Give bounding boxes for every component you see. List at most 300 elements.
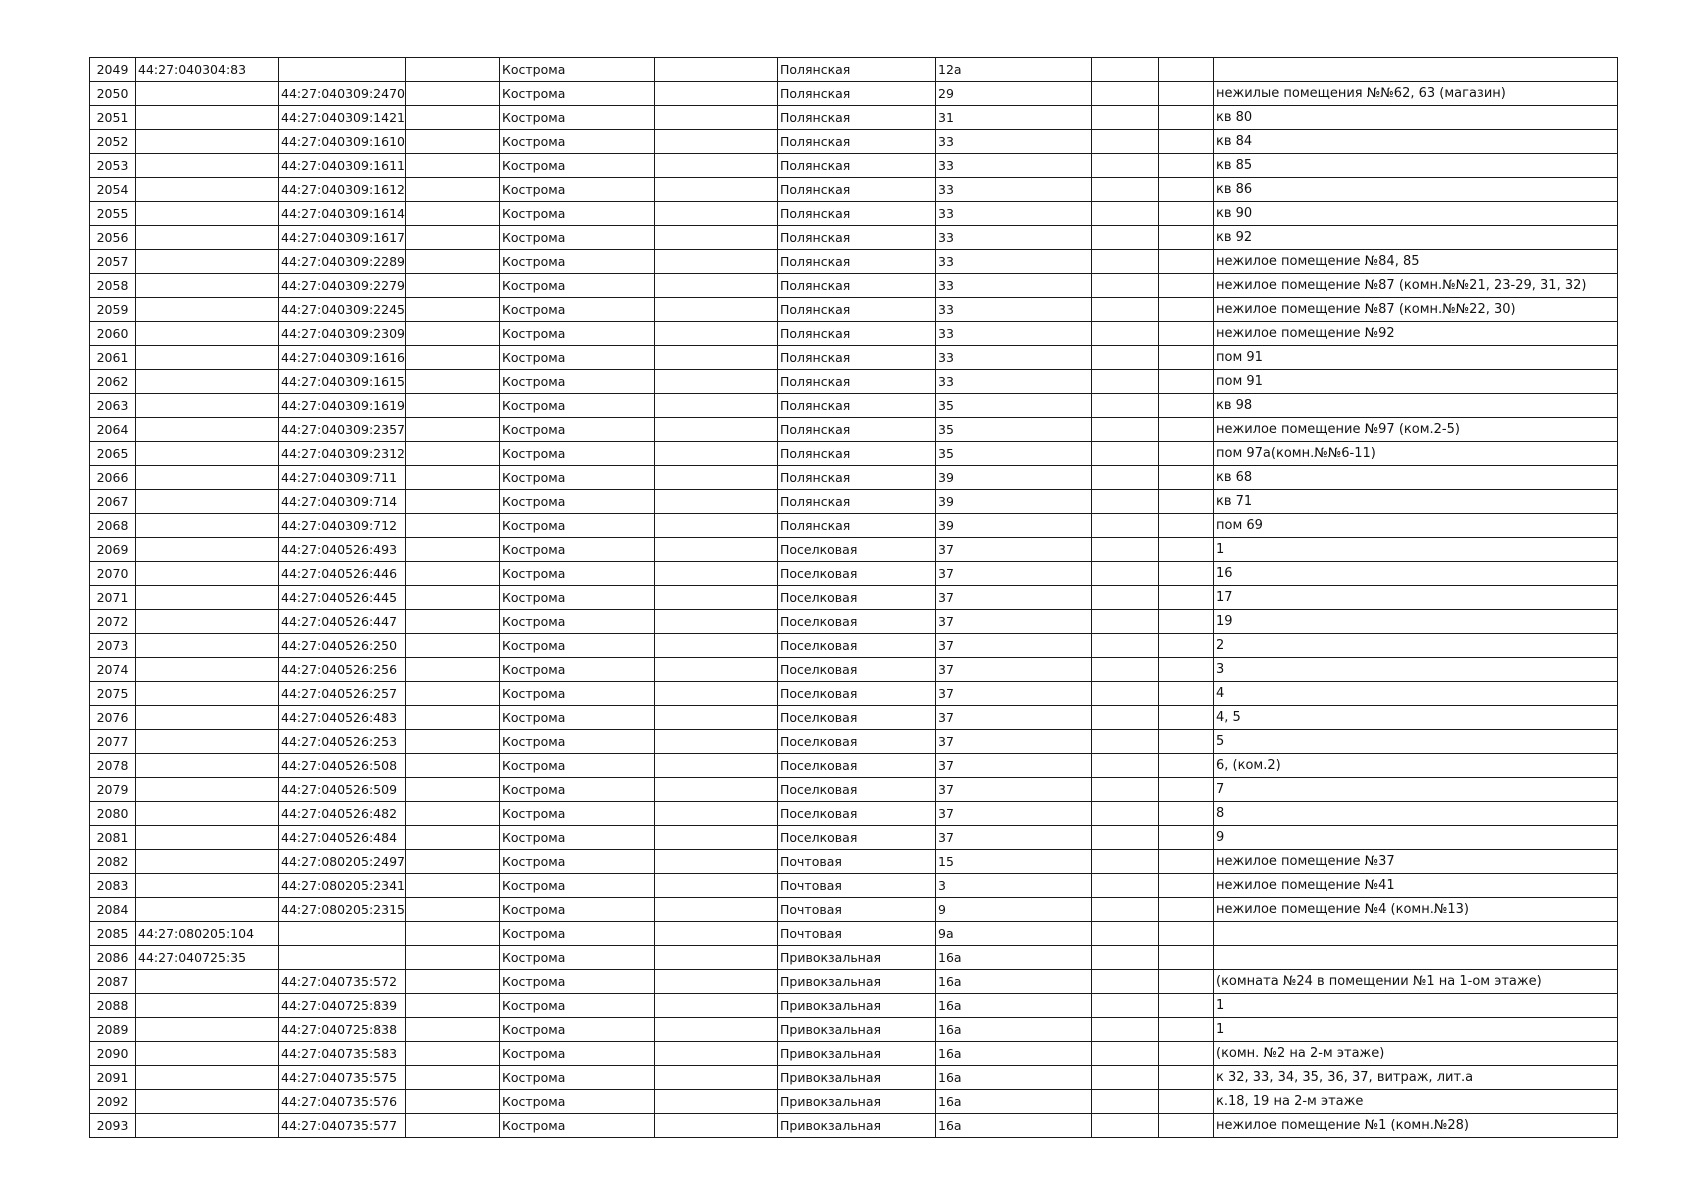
empty-cell bbox=[1092, 490, 1159, 514]
row-number-cell: 2068 bbox=[90, 514, 136, 538]
city-cell: Кострома bbox=[500, 1114, 655, 1138]
city-cell: Кострома bbox=[500, 1066, 655, 1090]
house-cell: 37 bbox=[936, 586, 1092, 610]
empty-cell bbox=[406, 154, 500, 178]
city-cell: Кострома bbox=[500, 250, 655, 274]
city-cell: Кострома bbox=[500, 586, 655, 610]
parcel-number-cell bbox=[136, 1018, 279, 1042]
street-cell: Почтовая bbox=[778, 874, 936, 898]
table-row bbox=[90, 1042, 1618, 1066]
empty-cell bbox=[406, 946, 500, 970]
table-row bbox=[90, 922, 1618, 946]
house-cell: 39 bbox=[936, 514, 1092, 538]
city-cell: Кострома bbox=[500, 466, 655, 490]
house-cell: 16а bbox=[936, 1090, 1092, 1114]
row-number-cell: 2078 bbox=[90, 754, 136, 778]
house-cell: 16а bbox=[936, 970, 1092, 994]
parcel-number-cell bbox=[136, 634, 279, 658]
row-number-cell: 2064 bbox=[90, 418, 136, 442]
note-cell: 8 bbox=[1214, 802, 1618, 826]
premises-number-cell: 44:27:040309:712 bbox=[279, 514, 406, 538]
empty-cell bbox=[655, 442, 778, 466]
premises-number-cell: 44:27:040309:1612 bbox=[279, 178, 406, 202]
row-number-cell: 2053 bbox=[90, 154, 136, 178]
city-cell: Кострома bbox=[500, 898, 655, 922]
row-number-cell: 2085 bbox=[90, 922, 136, 946]
empty-cell bbox=[655, 1114, 778, 1138]
empty-cell bbox=[1159, 466, 1214, 490]
city-cell: Кострома bbox=[500, 874, 655, 898]
row-number-cell: 2086 bbox=[90, 946, 136, 970]
premises-number-cell: 44:27:040309:2312 bbox=[279, 442, 406, 466]
empty-cell bbox=[1159, 898, 1214, 922]
note-cell: нежилое помещение №97 (ком.2-5) bbox=[1214, 418, 1618, 442]
parcel-number-cell: 44:27:040304:83 bbox=[136, 58, 279, 82]
note-cell: 1 bbox=[1214, 1018, 1618, 1042]
empty-cell bbox=[655, 970, 778, 994]
row-number-cell: 2054 bbox=[90, 178, 136, 202]
table-row bbox=[90, 874, 1618, 898]
empty-cell bbox=[1092, 82, 1159, 106]
house-cell: 33 bbox=[936, 298, 1092, 322]
premises-number-cell: 44:27:040735:583 bbox=[279, 1042, 406, 1066]
premises-number-cell: 44:27:040735:575 bbox=[279, 1066, 406, 1090]
empty-cell bbox=[1092, 922, 1159, 946]
empty-cell bbox=[406, 130, 500, 154]
table-row bbox=[90, 970, 1618, 994]
parcel-number-cell bbox=[136, 178, 279, 202]
note-cell: 1 bbox=[1214, 994, 1618, 1018]
table-row bbox=[90, 490, 1618, 514]
note-cell: кв 92 bbox=[1214, 226, 1618, 250]
empty-cell bbox=[655, 82, 778, 106]
house-cell: 37 bbox=[936, 778, 1092, 802]
parcel-number-cell bbox=[136, 514, 279, 538]
note-cell: (комната №24 в помещении №1 на 1-ом этаже) bbox=[1214, 970, 1618, 994]
table-row bbox=[90, 1090, 1618, 1114]
empty-cell bbox=[1092, 178, 1159, 202]
premises-number-cell: 44:27:040735:577 bbox=[279, 1114, 406, 1138]
row-number-cell: 2062 bbox=[90, 370, 136, 394]
empty-cell bbox=[1159, 58, 1214, 82]
note-cell: нежилое помещение №37 bbox=[1214, 850, 1618, 874]
city-cell: Кострома bbox=[500, 850, 655, 874]
city-cell: Кострома bbox=[500, 658, 655, 682]
empty-cell bbox=[1092, 466, 1159, 490]
empty-cell bbox=[1092, 658, 1159, 682]
street-cell: Полянская bbox=[778, 250, 936, 274]
table-row bbox=[90, 610, 1618, 634]
empty-cell bbox=[1159, 706, 1214, 730]
street-cell: Поселковая bbox=[778, 778, 936, 802]
premises-number-cell: 44:27:040309:1614 bbox=[279, 202, 406, 226]
empty-cell bbox=[655, 226, 778, 250]
parcel-number-cell bbox=[136, 658, 279, 682]
row-number-cell: 2049 bbox=[90, 58, 136, 82]
empty-cell bbox=[1092, 226, 1159, 250]
registry-table bbox=[89, 57, 1618, 1138]
parcel-number-cell bbox=[136, 682, 279, 706]
row-number-cell: 2069 bbox=[90, 538, 136, 562]
note-cell: кв 71 bbox=[1214, 490, 1618, 514]
city-cell: Кострома bbox=[500, 154, 655, 178]
empty-cell bbox=[1092, 250, 1159, 274]
empty-cell bbox=[406, 274, 500, 298]
city-cell: Кострома bbox=[500, 394, 655, 418]
parcel-number-cell bbox=[136, 1114, 279, 1138]
empty-cell bbox=[1159, 490, 1214, 514]
empty-cell bbox=[406, 418, 500, 442]
house-cell: 35 bbox=[936, 418, 1092, 442]
empty-cell bbox=[655, 370, 778, 394]
street-cell: Полянская bbox=[778, 298, 936, 322]
empty-cell bbox=[1092, 778, 1159, 802]
empty-cell bbox=[1159, 634, 1214, 658]
house-cell: 16а bbox=[936, 946, 1092, 970]
row-number-cell: 2067 bbox=[90, 490, 136, 514]
empty-cell bbox=[655, 922, 778, 946]
empty-cell bbox=[655, 538, 778, 562]
empty-cell bbox=[406, 586, 500, 610]
note-cell: 4, 5 bbox=[1214, 706, 1618, 730]
table-body bbox=[90, 58, 1618, 1138]
empty-cell bbox=[1092, 418, 1159, 442]
house-cell: 37 bbox=[936, 754, 1092, 778]
empty-cell bbox=[1159, 1090, 1214, 1114]
parcel-number-cell bbox=[136, 490, 279, 514]
premises-number-cell: 44:27:040725:838 bbox=[279, 1018, 406, 1042]
row-number-cell: 2084 bbox=[90, 898, 136, 922]
empty-cell bbox=[1092, 538, 1159, 562]
row-number-cell: 2058 bbox=[90, 274, 136, 298]
empty-cell bbox=[1159, 922, 1214, 946]
premises-number-cell bbox=[279, 58, 406, 82]
parcel-number-cell bbox=[136, 394, 279, 418]
empty-cell bbox=[406, 1042, 500, 1066]
row-number-cell: 2051 bbox=[90, 106, 136, 130]
parcel-number-cell bbox=[136, 826, 279, 850]
house-cell: 33 bbox=[936, 322, 1092, 346]
note-cell bbox=[1214, 58, 1618, 82]
house-cell: 16а bbox=[936, 1114, 1092, 1138]
table-row bbox=[90, 418, 1618, 442]
city-cell: Кострома bbox=[500, 754, 655, 778]
table-row bbox=[90, 898, 1618, 922]
table-row bbox=[90, 394, 1618, 418]
row-number-cell: 2093 bbox=[90, 1114, 136, 1138]
parcel-number-cell bbox=[136, 754, 279, 778]
premises-number-cell: 44:27:040526:482 bbox=[279, 802, 406, 826]
note-cell: 16 bbox=[1214, 562, 1618, 586]
empty-cell bbox=[406, 490, 500, 514]
empty-cell bbox=[406, 658, 500, 682]
row-number-cell: 2088 bbox=[90, 994, 136, 1018]
city-cell: Кострома bbox=[500, 634, 655, 658]
empty-cell bbox=[1092, 946, 1159, 970]
note-cell: нежилое помещение №92 bbox=[1214, 322, 1618, 346]
premises-number-cell bbox=[279, 922, 406, 946]
premises-number-cell: 44:27:040526:253 bbox=[279, 730, 406, 754]
premises-number-cell: 44:27:040309:2279 bbox=[279, 274, 406, 298]
table-row bbox=[90, 82, 1618, 106]
empty-cell bbox=[1159, 274, 1214, 298]
street-cell: Полянская bbox=[778, 130, 936, 154]
street-cell: Привокзальная bbox=[778, 1114, 936, 1138]
premises-number-cell: 44:27:040309:2309 bbox=[279, 322, 406, 346]
city-cell: Кострома bbox=[500, 562, 655, 586]
empty-cell bbox=[1159, 730, 1214, 754]
premises-number-cell: 44:27:040526:508 bbox=[279, 754, 406, 778]
empty-cell bbox=[1159, 970, 1214, 994]
empty-cell bbox=[1092, 682, 1159, 706]
empty-cell bbox=[406, 466, 500, 490]
empty-cell bbox=[1092, 874, 1159, 898]
empty-cell bbox=[1159, 178, 1214, 202]
premises-number-cell: 44:27:080205:2497 bbox=[279, 850, 406, 874]
row-number-cell: 2080 bbox=[90, 802, 136, 826]
house-cell: 29 bbox=[936, 82, 1092, 106]
street-cell: Полянская bbox=[778, 322, 936, 346]
row-number-cell: 2061 bbox=[90, 346, 136, 370]
parcel-number-cell bbox=[136, 370, 279, 394]
empty-cell bbox=[406, 922, 500, 946]
city-cell: Кострома bbox=[500, 802, 655, 826]
city-cell: Кострома bbox=[500, 346, 655, 370]
empty-cell bbox=[655, 514, 778, 538]
empty-cell bbox=[1092, 898, 1159, 922]
empty-cell bbox=[1159, 1114, 1214, 1138]
street-cell: Привокзальная bbox=[778, 994, 936, 1018]
table-row bbox=[90, 154, 1618, 178]
street-cell: Поселковая bbox=[778, 610, 936, 634]
empty-cell bbox=[1159, 754, 1214, 778]
empty-cell bbox=[1159, 106, 1214, 130]
row-number-cell: 2060 bbox=[90, 322, 136, 346]
row-number-cell: 2089 bbox=[90, 1018, 136, 1042]
parcel-number-cell bbox=[136, 970, 279, 994]
parcel-number-cell bbox=[136, 250, 279, 274]
house-cell: 9а bbox=[936, 922, 1092, 946]
note-cell: пом 69 bbox=[1214, 514, 1618, 538]
house-cell: 33 bbox=[936, 178, 1092, 202]
row-number-cell: 2050 bbox=[90, 82, 136, 106]
parcel-number-cell bbox=[136, 898, 279, 922]
empty-cell bbox=[406, 250, 500, 274]
empty-cell bbox=[406, 610, 500, 634]
empty-cell bbox=[655, 130, 778, 154]
street-cell: Полянская bbox=[778, 202, 936, 226]
table-row bbox=[90, 370, 1618, 394]
premises-number-cell: 44:27:040725:839 bbox=[279, 994, 406, 1018]
empty-cell bbox=[1092, 730, 1159, 754]
city-cell: Кострома bbox=[500, 1042, 655, 1066]
premises-number-cell: 44:27:040526:484 bbox=[279, 826, 406, 850]
empty-cell bbox=[655, 634, 778, 658]
house-cell: 33 bbox=[936, 226, 1092, 250]
empty-cell bbox=[1092, 1090, 1159, 1114]
street-cell: Поселковая bbox=[778, 658, 936, 682]
empty-cell bbox=[655, 418, 778, 442]
street-cell: Поселковая bbox=[778, 634, 936, 658]
empty-cell bbox=[655, 1090, 778, 1114]
house-cell: 16а bbox=[936, 1042, 1092, 1066]
parcel-number-cell bbox=[136, 706, 279, 730]
empty-cell bbox=[1159, 442, 1214, 466]
street-cell: Полянская bbox=[778, 82, 936, 106]
street-cell: Полянская bbox=[778, 154, 936, 178]
empty-cell bbox=[655, 802, 778, 826]
street-cell: Поселковая bbox=[778, 682, 936, 706]
street-cell: Поселковая bbox=[778, 730, 936, 754]
empty-cell bbox=[1159, 322, 1214, 346]
parcel-number-cell bbox=[136, 274, 279, 298]
house-cell: 35 bbox=[936, 394, 1092, 418]
table-row bbox=[90, 226, 1618, 250]
parcel-number-cell: 44:27:080205:104 bbox=[136, 922, 279, 946]
note-cell: нежилое помещение №41 bbox=[1214, 874, 1618, 898]
empty-cell bbox=[655, 898, 778, 922]
table-row bbox=[90, 346, 1618, 370]
note-cell: 7 bbox=[1214, 778, 1618, 802]
empty-cell bbox=[406, 970, 500, 994]
table-row bbox=[90, 538, 1618, 562]
house-cell: 37 bbox=[936, 730, 1092, 754]
parcel-number-cell bbox=[136, 130, 279, 154]
note-cell: нежилое помещение №4 (комн.№13) bbox=[1214, 898, 1618, 922]
empty-cell bbox=[1159, 1018, 1214, 1042]
note-cell: кв 68 bbox=[1214, 466, 1618, 490]
empty-cell bbox=[655, 946, 778, 970]
empty-cell bbox=[1159, 562, 1214, 586]
city-cell: Кострома bbox=[500, 514, 655, 538]
empty-cell bbox=[1092, 346, 1159, 370]
empty-cell bbox=[406, 370, 500, 394]
parcel-number-cell bbox=[136, 202, 279, 226]
empty-cell bbox=[1092, 610, 1159, 634]
empty-cell bbox=[1092, 154, 1159, 178]
table-row bbox=[90, 562, 1618, 586]
empty-cell bbox=[1159, 82, 1214, 106]
row-number-cell: 2092 bbox=[90, 1090, 136, 1114]
empty-cell bbox=[655, 994, 778, 1018]
empty-cell bbox=[1159, 682, 1214, 706]
empty-cell bbox=[406, 226, 500, 250]
house-cell: 3 bbox=[936, 874, 1092, 898]
note-cell: (комн. №2 на 2-м этаже) bbox=[1214, 1042, 1618, 1066]
premises-number-cell: 44:27:040309:1610 bbox=[279, 130, 406, 154]
empty-cell bbox=[406, 634, 500, 658]
city-cell: Кострома bbox=[500, 706, 655, 730]
row-number-cell: 2083 bbox=[90, 874, 136, 898]
row-number-cell: 2065 bbox=[90, 442, 136, 466]
city-cell: Кострома bbox=[500, 442, 655, 466]
parcel-number-cell bbox=[136, 994, 279, 1018]
street-cell: Почтовая bbox=[778, 850, 936, 874]
city-cell: Кострома bbox=[500, 370, 655, 394]
empty-cell bbox=[406, 1114, 500, 1138]
note-cell: к 32, 33, 34, 35, 36, 37, витраж, лит.а bbox=[1214, 1066, 1618, 1090]
parcel-number-cell bbox=[136, 346, 279, 370]
table-row bbox=[90, 994, 1618, 1018]
house-cell: 33 bbox=[936, 130, 1092, 154]
parcel-number-cell bbox=[136, 610, 279, 634]
premises-number-cell: 44:27:040735:572 bbox=[279, 970, 406, 994]
premises-number-cell: 44:27:040309:1421 bbox=[279, 106, 406, 130]
note-cell: кв 80 bbox=[1214, 106, 1618, 130]
empty-cell bbox=[655, 466, 778, 490]
empty-cell bbox=[655, 346, 778, 370]
empty-cell bbox=[406, 1066, 500, 1090]
empty-cell bbox=[655, 586, 778, 610]
empty-cell bbox=[1159, 370, 1214, 394]
premises-number-cell bbox=[279, 946, 406, 970]
house-cell: 37 bbox=[936, 802, 1092, 826]
street-cell: Поселковая bbox=[778, 706, 936, 730]
empty-cell bbox=[1092, 562, 1159, 586]
street-cell: Полянская bbox=[778, 106, 936, 130]
city-cell: Кострома bbox=[500, 58, 655, 82]
row-number-cell: 2079 bbox=[90, 778, 136, 802]
street-cell: Полянская bbox=[778, 178, 936, 202]
empty-cell bbox=[406, 538, 500, 562]
empty-cell bbox=[655, 322, 778, 346]
house-cell: 31 bbox=[936, 106, 1092, 130]
row-number-cell: 2075 bbox=[90, 682, 136, 706]
empty-cell bbox=[406, 1018, 500, 1042]
note-cell: 3 bbox=[1214, 658, 1618, 682]
note-cell: 17 bbox=[1214, 586, 1618, 610]
parcel-number-cell bbox=[136, 1042, 279, 1066]
premises-number-cell: 44:27:040309:2289 bbox=[279, 250, 406, 274]
table-row bbox=[90, 682, 1618, 706]
row-number-cell: 2056 bbox=[90, 226, 136, 250]
parcel-number-cell bbox=[136, 442, 279, 466]
row-number-cell: 2066 bbox=[90, 466, 136, 490]
table-row bbox=[90, 106, 1618, 130]
premises-number-cell: 44:27:040526:250 bbox=[279, 634, 406, 658]
house-cell: 35 bbox=[936, 442, 1092, 466]
table-row bbox=[90, 514, 1618, 538]
empty-cell bbox=[655, 610, 778, 634]
empty-cell bbox=[406, 442, 500, 466]
note-cell: пом 97а(комн.№№6-11) bbox=[1214, 442, 1618, 466]
city-cell: Кострома bbox=[500, 298, 655, 322]
house-cell: 37 bbox=[936, 658, 1092, 682]
parcel-number-cell bbox=[136, 418, 279, 442]
empty-cell bbox=[655, 490, 778, 514]
empty-cell bbox=[1159, 802, 1214, 826]
empty-cell bbox=[1092, 298, 1159, 322]
row-number-cell: 2055 bbox=[90, 202, 136, 226]
row-number-cell: 2071 bbox=[90, 586, 136, 610]
city-cell: Кострома bbox=[500, 1018, 655, 1042]
street-cell: Привокзальная bbox=[778, 946, 936, 970]
city-cell: Кострома bbox=[500, 418, 655, 442]
parcel-number-cell bbox=[136, 850, 279, 874]
note-cell: 4 bbox=[1214, 682, 1618, 706]
empty-cell bbox=[1159, 130, 1214, 154]
empty-cell bbox=[406, 178, 500, 202]
house-cell: 33 bbox=[936, 202, 1092, 226]
empty-cell bbox=[406, 298, 500, 322]
empty-cell bbox=[655, 1018, 778, 1042]
house-cell: 33 bbox=[936, 346, 1092, 370]
premises-number-cell: 44:27:040526:483 bbox=[279, 706, 406, 730]
street-cell: Поселковая bbox=[778, 562, 936, 586]
house-cell: 37 bbox=[936, 562, 1092, 586]
note-cell: к.18, 19 на 2-м этаже bbox=[1214, 1090, 1618, 1114]
empty-cell bbox=[655, 394, 778, 418]
